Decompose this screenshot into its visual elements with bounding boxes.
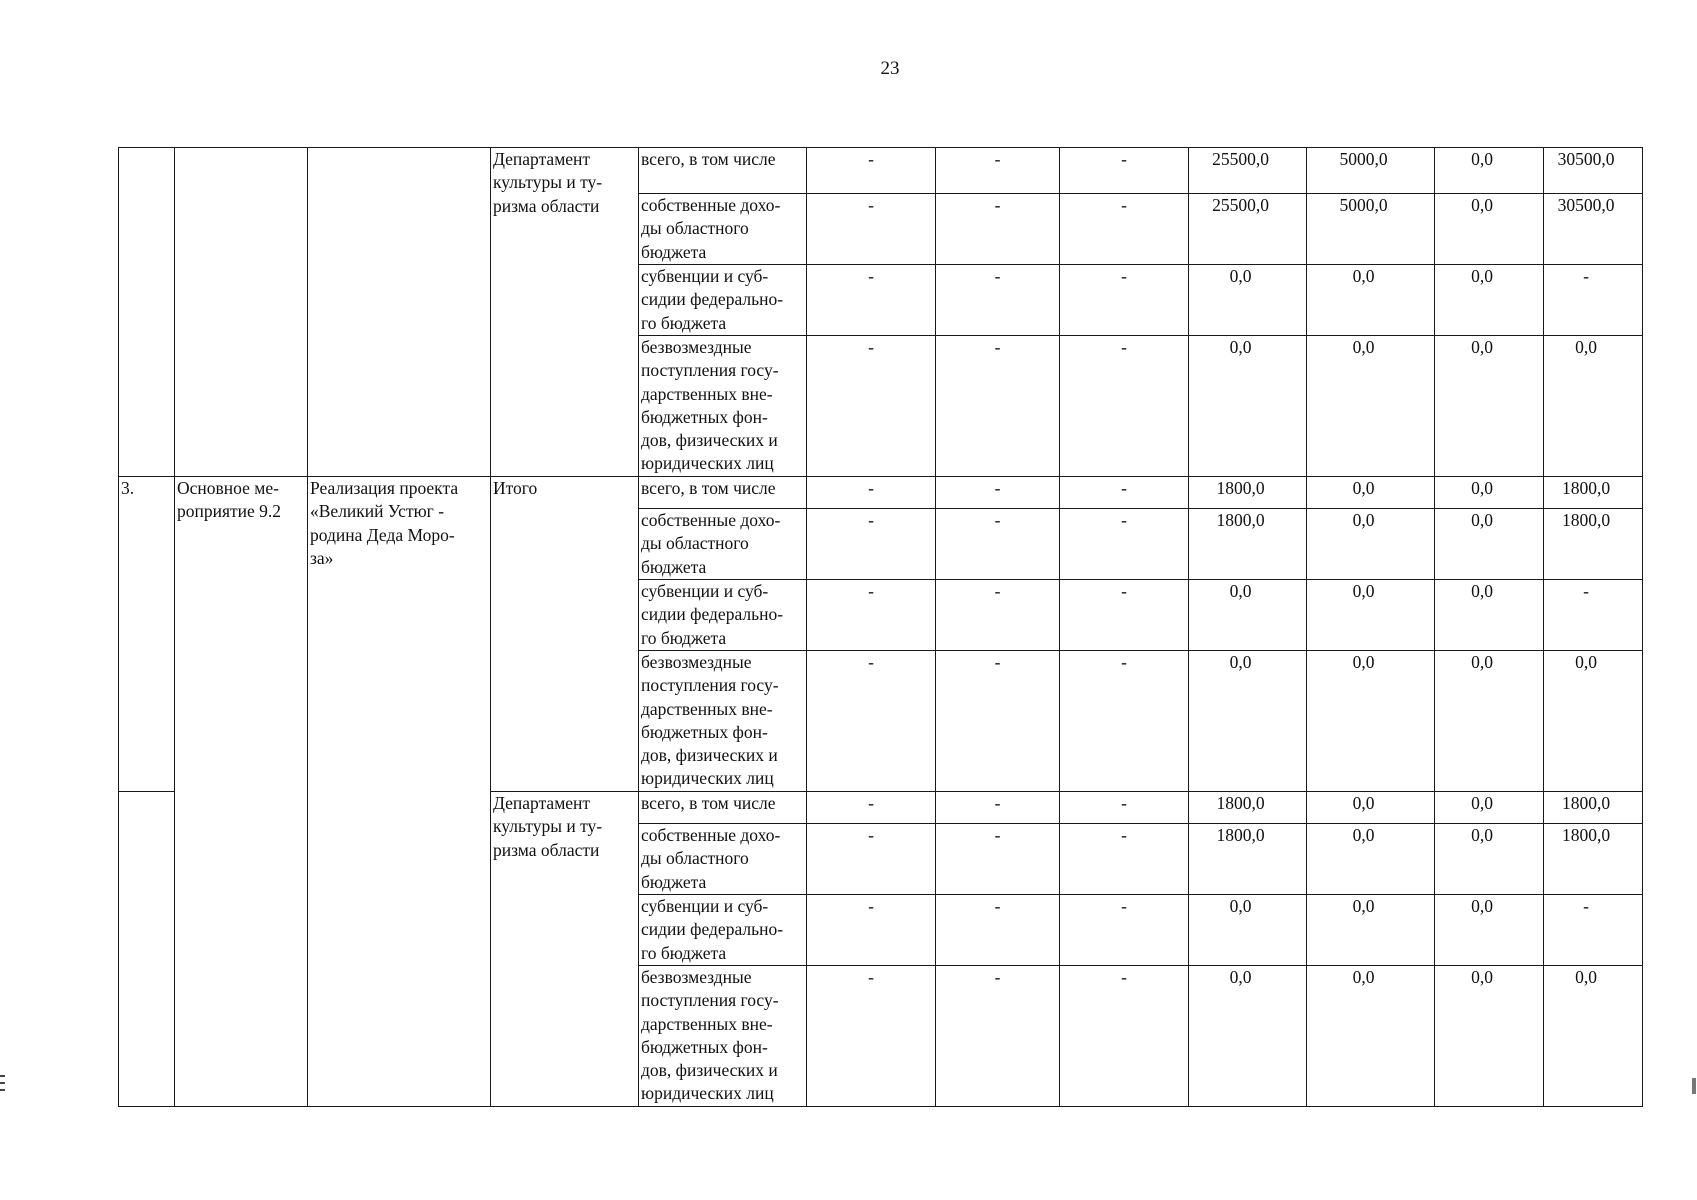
value-cell: 0,0 <box>1435 824 1544 895</box>
event-line: Основное ме- <box>177 478 279 498</box>
value-cell: 0,0 <box>1307 509 1435 580</box>
value-cell: - <box>936 477 1060 509</box>
value-cell: 0,0 <box>1435 651 1544 792</box>
funding-source-line: ды областного <box>641 533 749 554</box>
funding-source-cell <box>639 194 807 265</box>
funding-source-line: всего, в том числе <box>641 478 776 498</box>
funding-source-line: собственные дохо- <box>641 510 781 530</box>
funding-source-line: бюджета <box>641 241 707 262</box>
funding-source-line: поступления госу- <box>641 360 779 381</box>
value-cell: - <box>1544 580 1643 651</box>
value-cell: - <box>936 824 1060 895</box>
table-row <box>119 477 1643 509</box>
funding-source-line: сидии федерально- <box>641 604 784 625</box>
value-cell: 0,0 <box>1189 651 1307 792</box>
project-name-line: родина Деда Моро- <box>310 524 455 545</box>
value-cell: 1800,0 <box>1189 824 1307 895</box>
funding-source-line: юридических лиц <box>641 768 774 789</box>
value-cell: 0,0 <box>1307 336 1435 477</box>
project-name-line: за» <box>310 547 334 568</box>
table-row <box>119 148 1643 194</box>
value-cell: - <box>936 651 1060 792</box>
funding-source-line: ды областного <box>641 848 749 869</box>
funding-source-line: собственные дохо- <box>641 825 781 845</box>
scan-artifact <box>0 1082 5 1084</box>
funding-source-line: всего, в том числе <box>641 149 776 169</box>
value-cell: - <box>807 966 936 1107</box>
executor-cell <box>491 148 639 477</box>
funding-source-line: юридических лиц <box>641 1083 774 1104</box>
value-cell: 0,0 <box>1435 580 1544 651</box>
value-cell: - <box>936 509 1060 580</box>
funding-source-line: субвенции и суб- <box>641 896 769 916</box>
executor-line: Департамент <box>493 149 591 169</box>
value-cell: - <box>1060 148 1189 194</box>
funding-source-line: дарственных вне- <box>641 698 773 719</box>
executor-line: ризма области <box>493 195 600 216</box>
value-cell: 5000,0 <box>1307 148 1435 194</box>
value-cell: 0,0 <box>1544 966 1643 1107</box>
funding-source-cell <box>639 966 807 1107</box>
value-cell: - <box>1544 265 1643 336</box>
value-cell: - <box>807 824 936 895</box>
value-cell: 0,0 <box>1544 651 1643 792</box>
value-cell: - <box>1060 194 1189 265</box>
value-cell: 0,0 <box>1307 580 1435 651</box>
funding-source-line: го бюджета <box>641 942 727 963</box>
value-cell: 1800,0 <box>1189 477 1307 509</box>
value-cell: 0,0 <box>1435 509 1544 580</box>
value-cell: 0,0 <box>1435 792 1544 824</box>
value-cell: - <box>807 265 936 336</box>
event-cell <box>175 148 308 477</box>
value-cell: - <box>936 265 1060 336</box>
funding-source-cell <box>639 651 807 792</box>
funding-source-line: поступления госу- <box>641 990 779 1011</box>
value-cell: 0,0 <box>1435 336 1544 477</box>
value-cell: 0,0 <box>1307 792 1435 824</box>
row-number-cell <box>119 792 175 1107</box>
value-cell: 25500,0 <box>1189 148 1307 194</box>
value-cell: 0,0 <box>1307 895 1435 966</box>
value-cell: - <box>1060 580 1189 651</box>
value-cell: - <box>807 477 936 509</box>
value-cell: 0,0 <box>1307 265 1435 336</box>
row-number-cell <box>119 477 175 792</box>
executor-line: культуры и ту- <box>493 816 603 837</box>
value-cell: - <box>807 651 936 792</box>
funding-source-line: го бюджета <box>641 312 727 333</box>
funding-source-cell <box>639 792 807 824</box>
value-cell: 0,0 <box>1307 651 1435 792</box>
value-cell: - <box>936 336 1060 477</box>
funding-source-line: собственные дохо- <box>641 195 781 215</box>
funding-source-cell <box>639 895 807 966</box>
funding-source-line: юридических лиц <box>641 453 774 474</box>
executor-cell <box>491 477 639 792</box>
budget-table <box>118 147 1643 1107</box>
value-cell: 0,0 <box>1435 895 1544 966</box>
value-cell: 0,0 <box>1435 477 1544 509</box>
value-cell: 0,0 <box>1189 580 1307 651</box>
scan-artifact <box>0 1089 5 1091</box>
value-cell: 0,0 <box>1189 265 1307 336</box>
funding-source-line: сидии федерально- <box>641 289 784 310</box>
value-cell: 1800,0 <box>1189 509 1307 580</box>
funding-source-line: дарственных вне- <box>641 383 773 404</box>
value-cell: 1800,0 <box>1544 477 1643 509</box>
executor-line: Департамент <box>493 793 591 813</box>
funding-source-cell <box>639 265 807 336</box>
event-cell <box>175 477 308 1107</box>
value-cell: - <box>807 194 936 265</box>
value-cell: 0,0 <box>1189 966 1307 1107</box>
value-cell: 1800,0 <box>1544 792 1643 824</box>
value-cell: - <box>936 194 1060 265</box>
executor-line: ризма области <box>493 839 600 860</box>
value-cell: 0,0 <box>1189 895 1307 966</box>
name-cell <box>308 148 491 477</box>
funding-source-line: бюджетных фон- <box>641 406 768 427</box>
name-cell <box>308 477 491 1107</box>
value-cell: - <box>807 580 936 651</box>
value-cell: 0,0 <box>1544 336 1643 477</box>
value-cell: - <box>936 148 1060 194</box>
value-cell: 0,0 <box>1307 966 1435 1107</box>
funding-source-line: всего, в том числе <box>641 793 776 813</box>
funding-source-line: дов, физических и <box>641 430 778 451</box>
funding-source-cell <box>639 148 807 194</box>
funding-source-line: бюджетных фон- <box>641 1036 768 1057</box>
value-cell: 0,0 <box>1435 148 1544 194</box>
value-cell: 30500,0 <box>1544 194 1643 265</box>
funding-source-line: дов, физических и <box>641 745 778 766</box>
value-cell: 0,0 <box>1307 824 1435 895</box>
project-name-line: «Великий Устюг - <box>310 501 445 522</box>
value-cell: - <box>807 336 936 477</box>
value-cell: 1800,0 <box>1189 792 1307 824</box>
value-cell: 0,0 <box>1435 966 1544 1107</box>
funding-source-cell <box>639 477 807 509</box>
value-cell: - <box>1060 336 1189 477</box>
funding-source-cell <box>639 824 807 895</box>
value-cell: 0,0 <box>1307 477 1435 509</box>
funding-source-line: дарственных вне- <box>641 1013 773 1034</box>
row-number-cell <box>119 148 175 477</box>
funding-source-cell <box>639 509 807 580</box>
funding-source-line: безвозмездные <box>641 337 752 357</box>
value-cell: - <box>807 148 936 194</box>
funding-source-line: дов, физических и <box>641 1060 778 1081</box>
funding-source-line: ды областного <box>641 218 749 239</box>
executor-line: Итого <box>493 478 538 498</box>
value-cell: - <box>1544 895 1643 966</box>
value-cell: - <box>936 580 1060 651</box>
row-number: 3. <box>121 478 135 498</box>
value-cell: 1800,0 <box>1544 824 1643 895</box>
value-cell: - <box>1060 651 1189 792</box>
funding-source-cell <box>639 580 807 651</box>
value-cell: - <box>1060 509 1189 580</box>
funding-source-line: бюджета <box>641 556 707 577</box>
funding-source-line: бюджета <box>641 871 707 892</box>
page-number: 23 <box>880 58 900 79</box>
value-cell: - <box>1060 966 1189 1107</box>
value-cell: 30500,0 <box>1544 148 1643 194</box>
value-cell: 25500,0 <box>1189 194 1307 265</box>
funding-source-line: бюджетных фон- <box>641 721 768 742</box>
value-cell: 5000,0 <box>1307 194 1435 265</box>
funding-source-line: безвозмездные <box>641 967 752 987</box>
value-cell: - <box>936 966 1060 1107</box>
event-line: роприятие 9.2 <box>177 501 282 522</box>
value-cell: - <box>807 792 936 824</box>
value-cell: - <box>936 792 1060 824</box>
funding-source-line: го бюджета <box>641 627 727 648</box>
executor-cell <box>491 792 639 1107</box>
scan-artifact <box>1692 1078 1696 1094</box>
value-cell: 0,0 <box>1189 336 1307 477</box>
value-cell: - <box>1060 792 1189 824</box>
value-cell: - <box>1060 824 1189 895</box>
value-cell: - <box>1060 265 1189 336</box>
project-name-line: Реализация проекта <box>310 478 459 498</box>
value-cell: - <box>807 895 936 966</box>
executor-line: культуры и ту- <box>493 172 603 193</box>
funding-source-line: сидии федерально- <box>641 919 784 940</box>
value-cell: 1800,0 <box>1544 509 1643 580</box>
funding-source-line: субвенции и суб- <box>641 581 769 601</box>
funding-source-line: субвенции и суб- <box>641 266 769 286</box>
funding-source-cell <box>639 336 807 477</box>
funding-source-line: поступления госу- <box>641 675 779 696</box>
value-cell: - <box>1060 477 1189 509</box>
scan-artifact <box>0 1075 5 1077</box>
value-cell: - <box>936 895 1060 966</box>
value-cell: - <box>807 509 936 580</box>
value-cell: - <box>1060 895 1189 966</box>
value-cell: 0,0 <box>1435 265 1544 336</box>
value-cell: 0,0 <box>1435 194 1544 265</box>
funding-source-line: безвозмездные <box>641 652 752 672</box>
